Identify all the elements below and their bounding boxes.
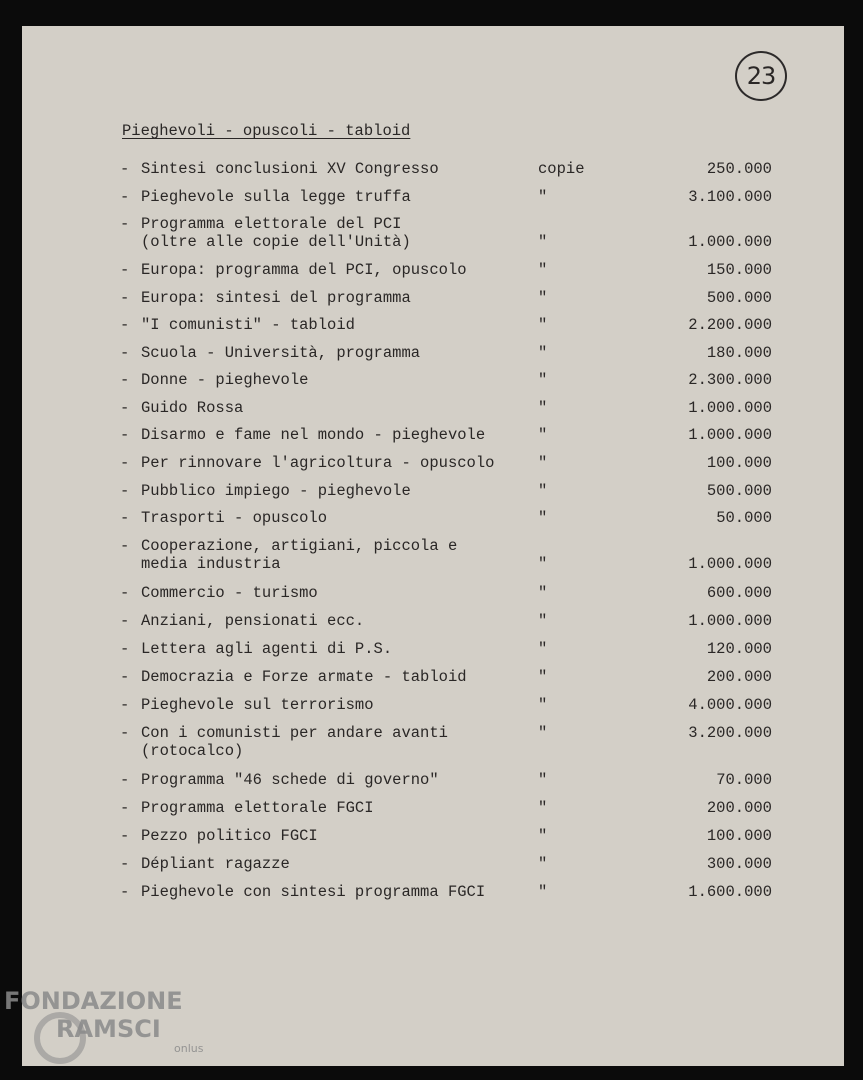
item-unit: " — [538, 640, 548, 658]
item-label-line: (rotocalco) — [141, 742, 244, 760]
item-label-line: Trasporti - opuscolo — [141, 509, 328, 527]
item-label — [141, 426, 541, 444]
item-unit: " — [538, 289, 548, 307]
item-quantity: 50.000 — [716, 509, 772, 527]
item-label-line: Anziani, pensionati ecc. — [141, 612, 365, 630]
bullet-dash: - — [120, 696, 130, 714]
bullet-dash: - — [120, 482, 130, 500]
item-unit: " — [538, 696, 548, 714]
item-unit: " — [538, 261, 548, 279]
item-unit: " — [538, 827, 548, 845]
item-quantity: 1.600.000 — [688, 883, 772, 901]
item-label-line: Pieghevole con sintesi programma FGCI — [141, 883, 486, 901]
bullet-dash: - — [120, 612, 130, 630]
item-unit: " — [538, 316, 548, 334]
item-label-line: Guido Rossa — [141, 399, 244, 417]
item-label — [141, 399, 541, 417]
bullet-dash: - — [120, 261, 130, 279]
item-quantity: 1.000.000 — [688, 555, 772, 573]
item-label-line: Donne - pieghevole — [141, 371, 309, 389]
item-quantity: 100.000 — [706, 827, 772, 845]
item-label-line: Con i comunisti per andare avanti — [141, 724, 448, 742]
item-quantity: 150.000 — [706, 261, 772, 279]
item-label-line: Disarmo e fame nel mondo - pieghevole — [141, 426, 486, 444]
item-label-line: media industria — [141, 555, 281, 573]
item-unit: " — [538, 668, 548, 686]
item-label — [141, 612, 541, 630]
watermark-line1: FONDAZIONE — [4, 987, 183, 1015]
item-label — [141, 261, 541, 279]
item-label-line: Programma elettorale del PCI — [141, 215, 402, 233]
item-quantity: 100.000 — [706, 454, 772, 472]
item-label — [141, 855, 541, 873]
page-number: 23 — [735, 51, 787, 101]
item-label-line: Per rinnovare l'agricoltura - opuscolo — [141, 454, 495, 472]
item-label-line: Europa: sintesi del programma — [141, 289, 411, 307]
item-unit: " — [538, 426, 548, 444]
item-label — [141, 883, 541, 901]
bullet-dash: - — [120, 160, 130, 178]
item-label — [141, 509, 541, 527]
item-unit: " — [538, 509, 548, 527]
bullet-dash: - — [120, 883, 130, 901]
item-unit: " — [538, 188, 548, 206]
item-unit: " — [538, 612, 548, 630]
item-label-line: Commercio - turismo — [141, 584, 318, 602]
bullet-dash: - — [120, 509, 130, 527]
item-label — [141, 799, 541, 817]
item-quantity: 1.000.000 — [688, 612, 772, 630]
item-label-line: Pieghevole sulla legge truffa — [141, 188, 411, 206]
item-unit: " — [538, 233, 548, 251]
item-label-line: Pieghevole sul terrorismo — [141, 696, 374, 714]
item-label-line: Programma elettorale FGCI — [141, 799, 374, 817]
item-unit: " — [538, 724, 548, 742]
item-label-line: Pezzo politico FGCI — [141, 827, 318, 845]
bullet-dash: - — [120, 771, 130, 789]
bullet-dash: - — [120, 827, 130, 845]
bullet-dash: - — [120, 799, 130, 817]
item-label — [141, 160, 541, 178]
item-label-line: Lettera agli agenti di P.S. — [141, 640, 393, 658]
section-heading: Pieghevoli - opuscoli - tabloid — [122, 122, 411, 140]
item-quantity: 2.300.000 — [688, 371, 772, 389]
item-label-line: Programma "46 schede di governo" — [141, 771, 439, 789]
item-label-line: (oltre alle copie dell'Unità) — [141, 233, 411, 251]
bullet-dash: - — [120, 316, 130, 334]
bullet-dash: - — [120, 724, 130, 742]
bullet-dash: - — [120, 344, 130, 362]
item-quantity: 180.000 — [706, 344, 772, 362]
document-page — [22, 26, 844, 1066]
watermark-line2: RAMSCI — [56, 1015, 161, 1043]
item-quantity: 1.000.000 — [688, 426, 772, 444]
watermark-line3: onlus — [174, 1042, 204, 1055]
item-unit: " — [538, 771, 548, 789]
item-quantity: 70.000 — [716, 771, 772, 789]
item-label — [141, 454, 541, 472]
bullet-dash: - — [120, 640, 130, 658]
item-label — [141, 640, 541, 658]
item-label-line: Sintesi conclusioni XV Congresso — [141, 160, 439, 178]
bullet-dash: - — [120, 289, 130, 307]
item-unit: " — [538, 454, 548, 472]
item-quantity: 3.200.000 — [688, 724, 772, 742]
item-unit: " — [538, 855, 548, 873]
bullet-dash: - — [120, 668, 130, 686]
item-label — [141, 289, 541, 307]
item-label — [141, 215, 541, 251]
item-label — [141, 771, 541, 789]
item-quantity: 2.200.000 — [688, 316, 772, 334]
item-label-line: Europa: programma del PCI, opuscolo — [141, 261, 467, 279]
item-quantity: 4.000.000 — [688, 696, 772, 714]
item-quantity: 200.000 — [706, 668, 772, 686]
item-label — [141, 696, 541, 714]
item-label — [141, 537, 541, 573]
item-label — [141, 668, 541, 686]
item-quantity: 1.000.000 — [688, 233, 772, 251]
bullet-dash: - — [120, 215, 130, 233]
bullet-dash: - — [120, 399, 130, 417]
item-label — [141, 371, 541, 389]
item-quantity: 250.000 — [706, 160, 772, 178]
item-quantity: 120.000 — [706, 640, 772, 658]
item-label — [141, 316, 541, 334]
item-label-line: "I comunisti" - tabloid — [141, 316, 355, 334]
item-unit: " — [538, 799, 548, 817]
bullet-dash: - — [120, 371, 130, 389]
item-label — [141, 188, 541, 206]
item-unit: " — [538, 371, 548, 389]
item-unit: " — [538, 344, 548, 362]
item-label-line: Scuola - Università, programma — [141, 344, 421, 362]
item-unit: " — [538, 883, 548, 901]
item-quantity: 600.000 — [706, 584, 772, 602]
item-label-line: Dépliant ragazze — [141, 855, 290, 873]
item-quantity: 1.000.000 — [688, 399, 772, 417]
item-quantity: 500.000 — [706, 289, 772, 307]
item-label-line: Cooperazione, artigiani, piccola e — [141, 537, 458, 555]
bullet-dash: - — [120, 426, 130, 444]
bullet-dash: - — [120, 454, 130, 472]
item-label-line: Pubblico impiego - pieghevole — [141, 482, 411, 500]
item-label — [141, 827, 541, 845]
item-label-line: Democrazia e Forze armate - tabloid — [141, 668, 467, 686]
item-label — [141, 584, 541, 602]
bullet-dash: - — [120, 584, 130, 602]
item-unit: " — [538, 482, 548, 500]
item-quantity: 200.000 — [706, 799, 772, 817]
bullet-dash: - — [120, 188, 130, 206]
item-quantity: 3.100.000 — [688, 188, 772, 206]
watermark-logo — [4, 987, 203, 1055]
item-label — [141, 724, 541, 760]
bullet-dash: - — [120, 537, 130, 555]
item-quantity: 500.000 — [706, 482, 772, 500]
item-label — [141, 344, 541, 362]
item-unit: " — [538, 555, 548, 573]
item-unit: " — [538, 399, 548, 417]
item-unit: " — [538, 584, 548, 602]
item-quantity: 300.000 — [706, 855, 772, 873]
item-label — [141, 482, 541, 500]
item-unit: copie — [538, 160, 585, 178]
bullet-dash: - — [120, 855, 130, 873]
